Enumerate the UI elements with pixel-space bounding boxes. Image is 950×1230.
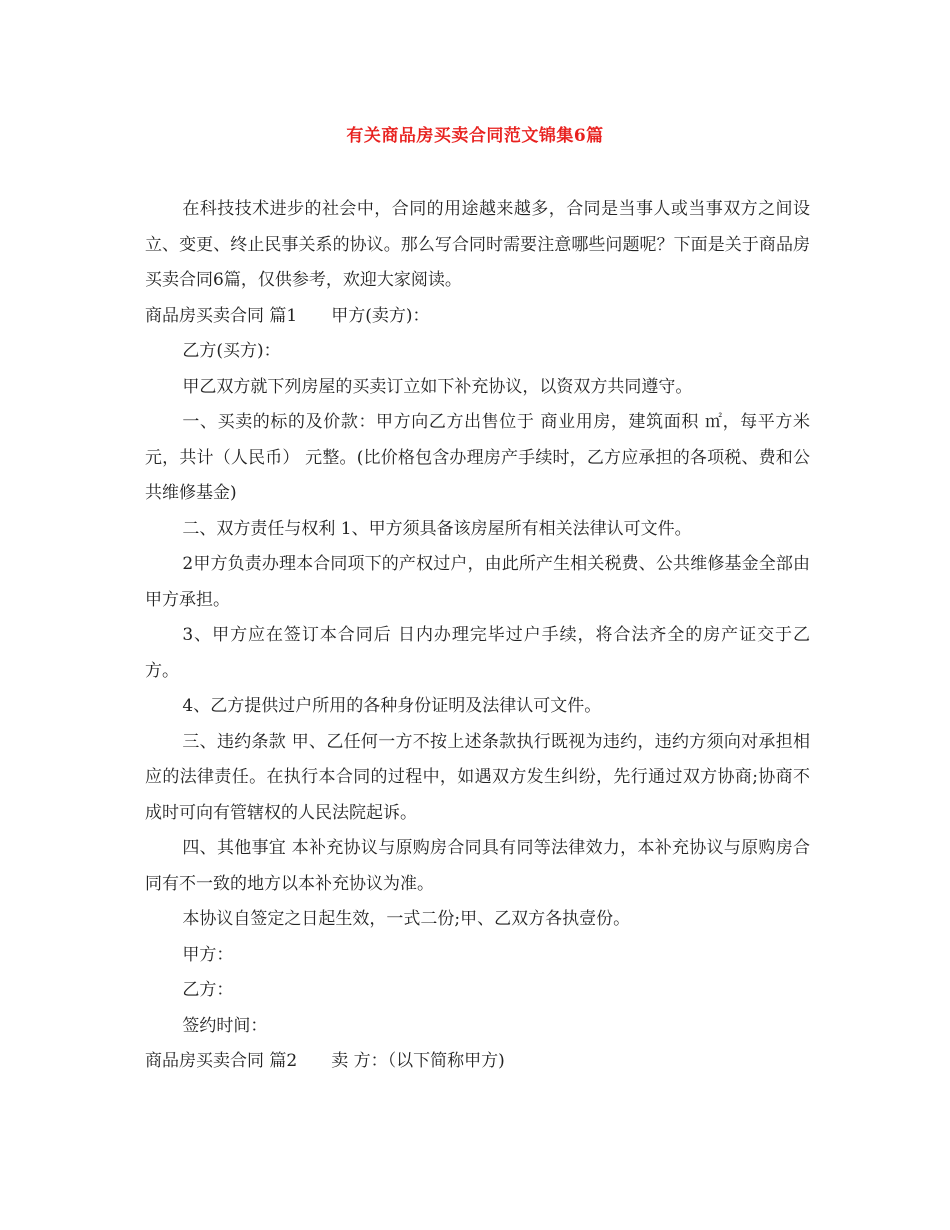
section-1-seller-label: 甲方(卖方)：	[331, 305, 430, 326]
paragraph-clause-2-item-4: 4、乙方提供过户所用的各种身份证明及法律认可文件。	[182, 696, 602, 716]
paragraph-clause-3: 三、违约条款 甲、乙任何一方不按上述条款执行既视为违约，违约方须向对承担相应的法律责任。在执行本合同的过程中，如遇双方发生纠纷，先行通过双方协商;协商不成时可向有管辖权的人民法院起诉。	[145, 731, 810, 823]
paragraph-clause-2: 二、双方责任与权利 1、甲方须具备该房屋所有相关法律认可文件。	[182, 518, 692, 539]
signature-party-b: 乙方：	[182, 980, 234, 1000]
paragraph-effective: 本协议自签定之日起生效，一式二份;甲、乙双方各执壹份。	[182, 909, 631, 929]
document-body	[145, 192, 810, 1080]
section-1-heading: 商品房买卖合同 篇1	[145, 305, 298, 326]
paragraph-clause-2-item-2: 2甲方负责办理本合同项下的产权过户，由此所产生相关税费、公共维修基金全部由甲方承担。	[145, 554, 810, 610]
section-2-heading-line	[145, 1044, 810, 1080]
signature-party-a: 甲方：	[182, 944, 234, 965]
paragraph-clause-4: 四、其他事宜 本补充协议与原购房合同具有同等法律效力，本补充协议与原购房合同有不一致的地方以本补充协议为准。	[145, 838, 810, 894]
section-2-heading: 商品房买卖合同 篇2	[145, 1051, 298, 1071]
paragraph-agreement-intro: 甲乙双方就下列房屋的买卖订立如下补充协议，以资双方共同遵守。	[182, 376, 693, 397]
paragraph-clause-2-item-3: 3、甲方应在签订本合同后 日内办理完毕过户手续，将合法齐全的房产证交于乙方。	[145, 625, 810, 681]
paragraph-buyer-label: 乙方(买方)：	[182, 341, 281, 361]
paragraph-clause-1: 一、买卖的标的及价款：甲方向乙方出售位于 商业用房，建筑面积 ㎡，每平方米 元，共计（人民币） 元整。(比价格包含办理房产手续时，乙方应承担的各项税、费和公共维修基金)	[145, 412, 810, 503]
section-2-seller-label: 卖 方：（以下简称甲方)	[331, 1051, 505, 1071]
intro-paragraph: 在科技技术进步的社会中，合同的用途越来越多，合同是当事人或当事双方之间设立、变更、终止民事关系的协议。那么写合同时需要注意哪些问题呢？下面是关于商品房买卖合同6篇，仅供参考，欢迎大家阅读。	[145, 199, 810, 290]
signature-date: 签约时间：	[182, 1015, 268, 1036]
document-title: 有关商品房买卖合同范文锦集6篇	[346, 126, 604, 146]
section-1-heading-line	[145, 299, 810, 335]
